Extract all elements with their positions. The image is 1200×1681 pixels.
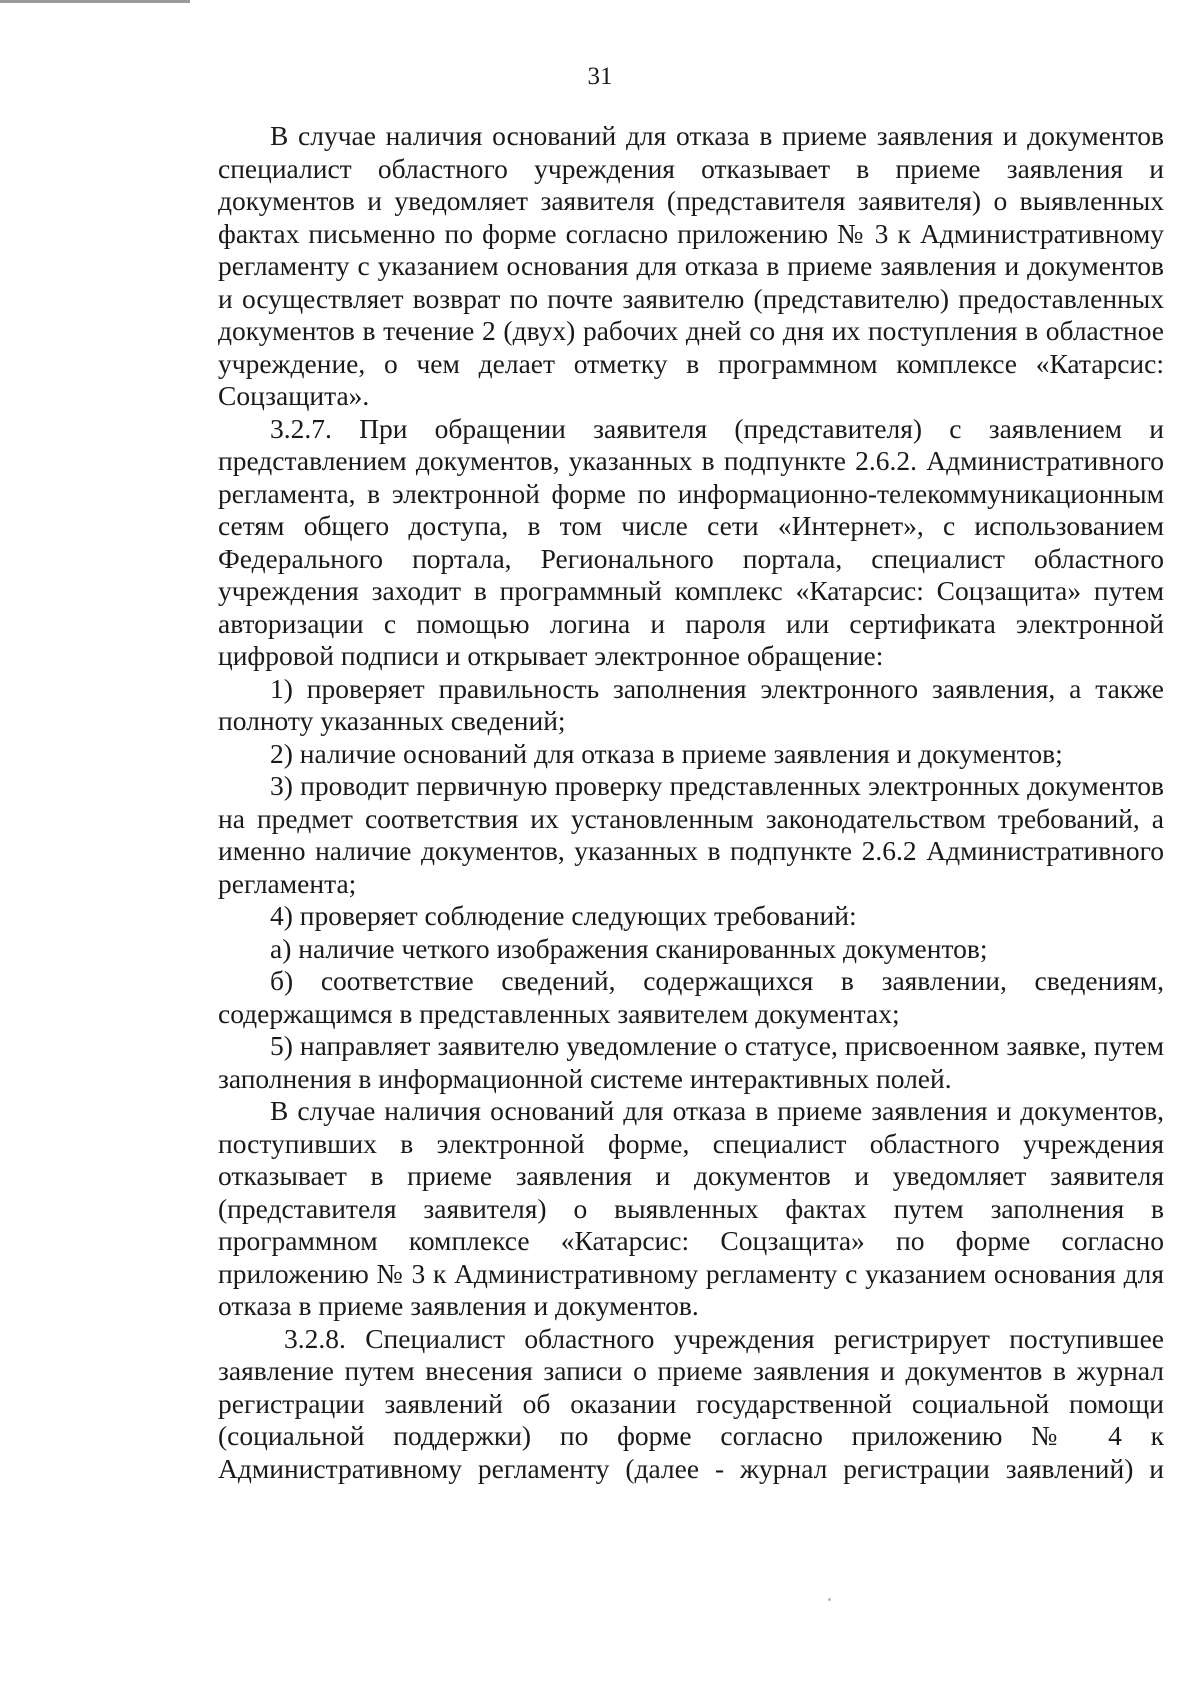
list-item-4a: а) наличие четкого изображения сканированных документов;: [270, 932, 988, 964]
document-body: [218, 120, 1164, 1485]
scan-edge-mark: [0, 0, 190, 3]
list-item-2: 2) наличие оснований для отказа в приеме заявления и документов;: [270, 737, 1063, 769]
list-item-3: 3) проводит первичную проверку представленных электронных документов на предмет соответствия их установленным законодательством требований, а именно наличие документов, указанных в подпункте 2.6.2 Административного регламента;: [218, 770, 1164, 899]
scan-speck: [828, 1598, 831, 1601]
list-item-4: 4) проверяет соблюдение следующих требований:: [270, 900, 857, 931]
paragraph-3-2-8: 3.2.8. Специалист областного учреждения регистрирует поступившее заявление путем внесения записи о приеме заявления и документов в журнал регистрации заявлений об оказании государственной социальной помощи (социальной поддержки) по форме согласно приложению № 4 к Административному регламенту (далее - журнал регистрации заявлений) и: [218, 1322, 1164, 1484]
list-item-1: 1) проверяет правильность заполнения электронного заявления, а также полноту указанных сведений;: [218, 672, 1164, 736]
page-number: 31: [587, 63, 613, 90]
paragraph-refusal-paper: В случае наличия оснований для отказа в приеме заявления и документов специалист областного учреждения отказывает в приеме заявления и документов и уведомляет заявителя (представителя заявителя) о выявленных фактах письменно по форме согласно приложению № 3 к Административному регламенту с указанием основания для отказа в приеме заявления и документов и осуществляет возврат по почте заявителю (представителю) предоставленных документов в течение 2 (двух) рабочих дней со дня их поступления в областное учреждение, о чем делает отметку в программном комплексе «Катарсис: Соцзащита».: [218, 120, 1164, 411]
list-item-4b: б) соответствие сведений, содержащихся в заявлении, сведениям, содержащимся в представленных заявителем документах;: [218, 965, 1164, 1029]
paragraph-refusal-electronic: В случае наличия оснований для отказа в приеме заявления и документов, поступивших в электронной форме, специалист областного учреждения отказывает в приеме заявления и документов и уведомляет заявителя (представителя заявителя) о выявленных фактах путем заполнения в программном комплексе «Катарсис: Соцзащита» по форме согласно приложению № 3 к Административному регламенту с указанием основания для отказа в приеме заявления и документов.: [218, 1095, 1164, 1321]
list-item-5: 5) направляет заявителю уведомление о статусе, присвоенном заявке, путем заполнения в информационной системе интерактивных полей.: [218, 1030, 1164, 1094]
paragraph-3-2-7: 3.2.7. При обращении заявителя (представителя) с заявлением и представлением документов, указанных в подпункте 2.6.2. Административного регламента, в электронной форме по информационно-телекоммуникационным сетям общего доступа, в том числе сети «Интернет», с использованием Федерального портала, Регионального портала, специалист областного учреждения заходит в программный комплекс «Катарсис: Соцзащита» путем авторизации с помощью логина и пароля или сертификата электронной цифровой подписи и открывает электронное обращение:: [218, 412, 1164, 671]
